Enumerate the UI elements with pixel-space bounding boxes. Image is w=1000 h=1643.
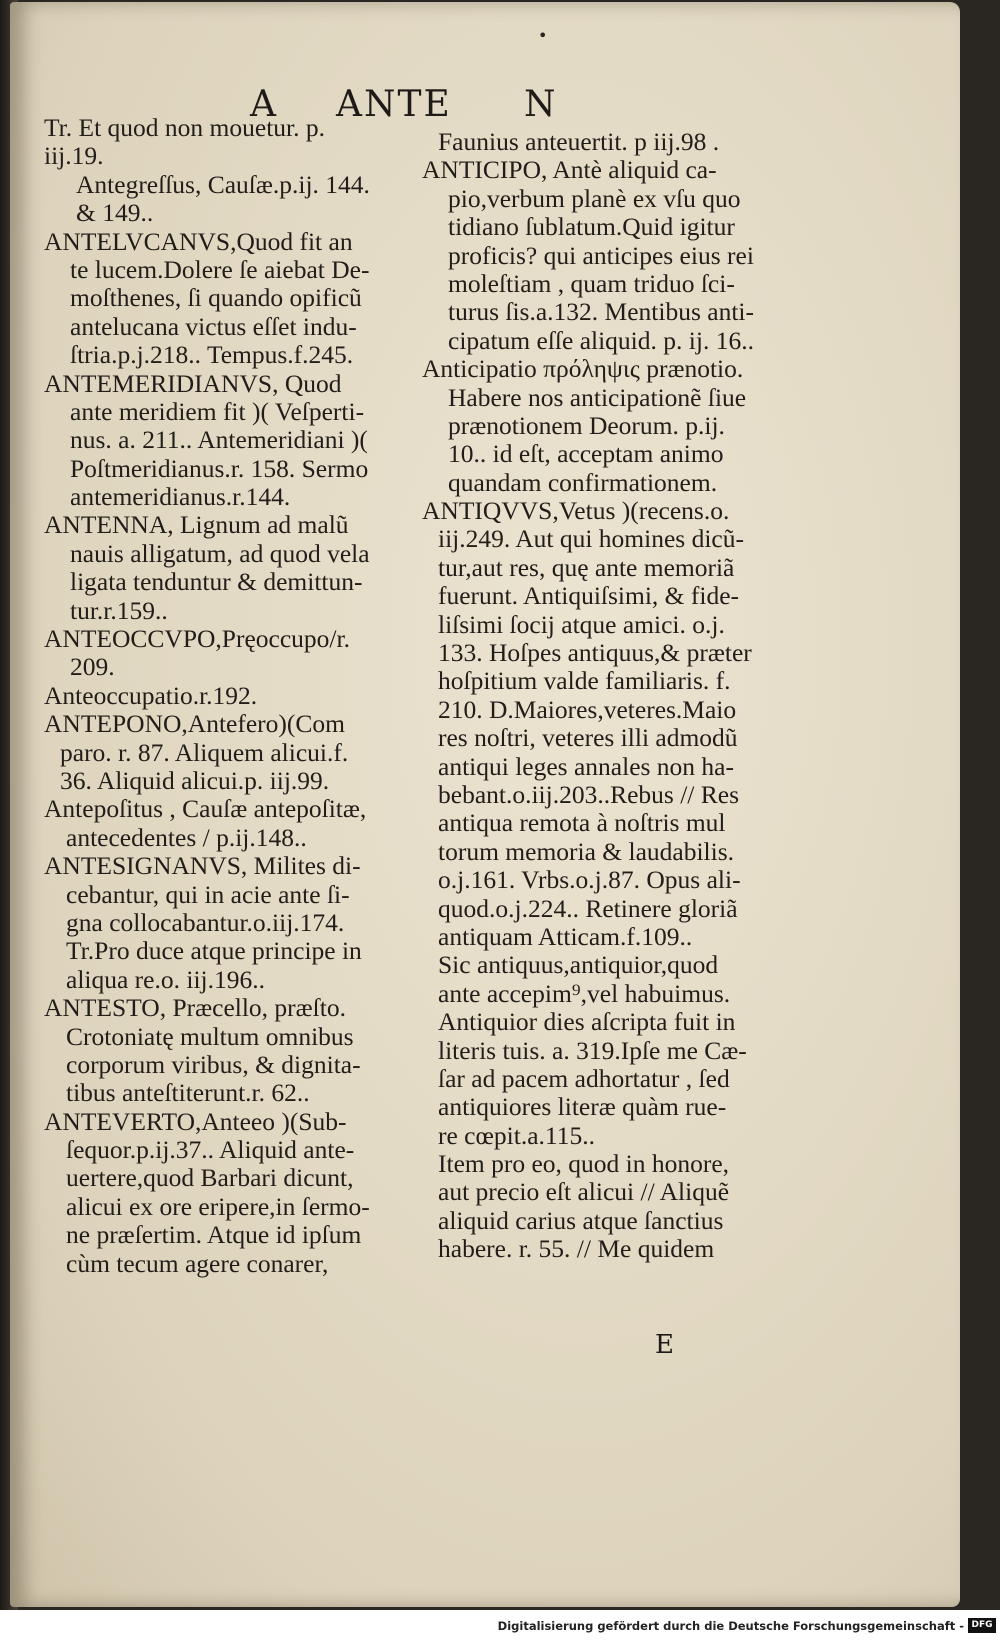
text-line: cùm tecum agere conarer, <box>66 1248 329 1278</box>
text-line: tibus anteſtiterunt.r. 62.. <box>66 1078 310 1108</box>
footer-credit: Digitalisierung gefördert durch die Deutsche Forschungsgemeinschaft - <box>497 1619 964 1633</box>
text-line: aliqua re.o. iij.196.. <box>66 964 265 994</box>
text-line: proficis? qui anticipes eius rei <box>448 240 754 270</box>
text-line: iij.19. <box>44 141 104 171</box>
text-line: 133. Hoſpes antiquus,& præter <box>438 638 752 668</box>
text-line: ſtria.p.j.218.. Tempus.f.245. <box>70 340 354 370</box>
text-line: fuerunt. Antiquiſsimi, & fide- <box>438 581 740 611</box>
signature-mark: E <box>655 1330 674 1360</box>
text-line: antemeridianus.r.144. <box>70 482 291 512</box>
text-line: Habere nos anticipationẽ ſiue <box>448 382 747 412</box>
text-line: res noſtri, veteres illi admodũ <box>438 723 738 753</box>
text-line: literis tuis. a. 319.Ipſe me Cæ- <box>438 1035 747 1065</box>
text-line: 209. <box>70 652 115 682</box>
text-line: cebantur, qui in acie ante ſi- <box>66 879 350 909</box>
text-line: ne præſertim. Atque id ipſum <box>66 1220 362 1250</box>
right-text-column <box>422 128 786 1264</box>
text-line: te lucem.Dolere ſe aiebat De- <box>70 254 370 284</box>
text-line: Item pro eo, quod in honore, <box>438 1149 730 1179</box>
text-line: Antepoſitus , Cauſæ antepoſitæ, <box>44 794 367 824</box>
text-line: ANTESIGNANVS, Milites di- <box>44 851 361 881</box>
text-line: bebant.o.iij.203..Rebus // Res <box>438 779 740 809</box>
header-title: ANTE <box>336 84 452 125</box>
text-line: Faunius anteuertit. p iij.98 . <box>438 127 720 156</box>
text-line: alicui ex ore eripere,in ſermo- <box>66 1191 370 1221</box>
text-line: Anteoccupatio.r.192. <box>44 680 258 710</box>
left-text-column <box>44 114 416 1278</box>
text-line: Tr. Et quod non mouetur. p. <box>44 113 325 142</box>
text-line: torum memoria & laudabilis. <box>438 836 735 866</box>
text-line: Antiquior dies aſcripta fuit in <box>438 1007 736 1037</box>
text-line: & 149.. <box>76 198 154 228</box>
top-mark: • <box>538 26 548 45</box>
text-line: ANTEPONO,Antefero)(Com <box>44 709 345 739</box>
text-line: ANTEMERIDIANVS, Quod <box>44 368 342 398</box>
text-line: cipatum eſſe aliquid. p. ij. 16.. <box>448 325 754 355</box>
text-line: paro. r. 87. Aliquem alicui.f. <box>60 737 349 767</box>
text-line: quod.o.j.224.. Retinere gloriã <box>438 893 738 923</box>
text-line: antelucana victus eſſet indu- <box>70 311 357 341</box>
text-line: ante accepim⁹,vel habuimus. <box>438 978 731 1008</box>
book-page <box>10 2 960 1607</box>
footer-bar <box>0 1610 1000 1643</box>
text-line: ANTIQVVS,Vetus )(recens.o. <box>422 496 730 526</box>
header-right-letter: N <box>524 84 558 125</box>
text-line: ante meridiem fit )( Veſperti- <box>70 396 365 426</box>
text-line: ſar ad pacem adhortatur , ſed <box>438 1063 730 1093</box>
text-line: quandam confirmationem. <box>448 467 718 497</box>
text-line: ligata tenduntur & demittun- <box>70 567 363 597</box>
text-line: ANTESTO, Præcello, præſto. <box>44 993 346 1023</box>
text-line: 210. D.Maiores,veteres.Maio <box>438 694 737 724</box>
text-line: prænotionem Deorum. p.ij. <box>448 410 725 440</box>
text-line: ANTENNA, Lignum ad malũ <box>44 510 349 540</box>
text-line: hoſpitium valde familiaris. f. <box>438 666 731 696</box>
text-line: corporum viribus, & dignita- <box>66 1049 361 1079</box>
text-line: pio,verbum planè ex vſu quo <box>448 183 741 213</box>
text-line: Crotoniatę multum omnibus <box>66 1021 354 1051</box>
text-line: nus. a. 211.. Antemeridiani )( <box>70 425 368 455</box>
text-line: ANTICIPO, Antè aliquid ca- <box>422 155 717 185</box>
text-line: ANTELVCANVS,Quod fit an <box>44 226 353 256</box>
text-line: tidiano ſublatum.Quid igitur <box>448 212 735 242</box>
dfg-logo-icon: DFG <box>968 1618 996 1633</box>
text-line: moſthenes, ſi quando opificũ <box>70 283 362 313</box>
text-line: aut precio eſt alicui // Aliquẽ <box>438 1177 730 1207</box>
text-line: o.j.161. Vrbs.o.j.87. Opus ali- <box>438 865 741 895</box>
text-line: Anticipatio πρόληψις prænotio. <box>422 354 744 384</box>
text-line: antiquam Atticam.f.109.. <box>438 921 693 951</box>
text-line: tur.r.159.. <box>70 595 168 625</box>
header-left-letter: A <box>250 84 278 125</box>
text-line: antecedentes / p.ij.148.. <box>66 822 307 852</box>
text-line: uertere,quod Barbari dicunt, <box>66 1163 354 1193</box>
text-line: Tr.Pro duce atque principe in <box>66 936 362 966</box>
text-line: turus ſis.a.132. Mentibus anti- <box>448 297 754 327</box>
text-line: habere. r. 55. // Me quidem <box>438 1234 715 1264</box>
text-line: antiqua remota à noſtris mul <box>438 808 726 838</box>
text-line: Sic antiquus,antiquior,quod <box>438 950 719 980</box>
text-line: antiqui leges annales non ha- <box>438 751 734 781</box>
text-line: tur,aut res, quę ante memoriã <box>438 552 735 582</box>
text-line: 36. Aliquid alicui.p. iij.99. <box>60 765 330 795</box>
text-line: moleſtiam , quam triduo ſci- <box>448 268 735 298</box>
text-line: ANTEVERTO,Anteeo )(Sub- <box>44 1106 347 1136</box>
text-line: ſequor.p.ij.37.. Aliquid ante- <box>66 1135 355 1165</box>
text-line: iij.249. Aut qui homines dicũ- <box>438 524 744 554</box>
text-line: Antegreſſus, Cauſæ.p.ij. 144. <box>76 169 370 199</box>
text-line: gna collocabantur.o.iij.174. <box>66 907 345 937</box>
text-line: antiquiores literæ quàm rue- <box>438 1092 727 1122</box>
text-line: re cœpit.a.115.. <box>438 1120 595 1150</box>
text-line: aliquid carius atque ſanctius <box>438 1205 724 1235</box>
text-line: liſsimi ſocij atque amici. o.j. <box>438 609 725 639</box>
text-line: ANTEOCCVPO,Pręoccupo/r. <box>44 624 350 654</box>
text-line: nauis alligatum, ad quod vela <box>70 538 370 568</box>
text-line: 10.. id eſt, acceptam animo <box>448 439 724 469</box>
text-line: Poſtmeridianus.r. 158. Sermo <box>70 453 369 483</box>
